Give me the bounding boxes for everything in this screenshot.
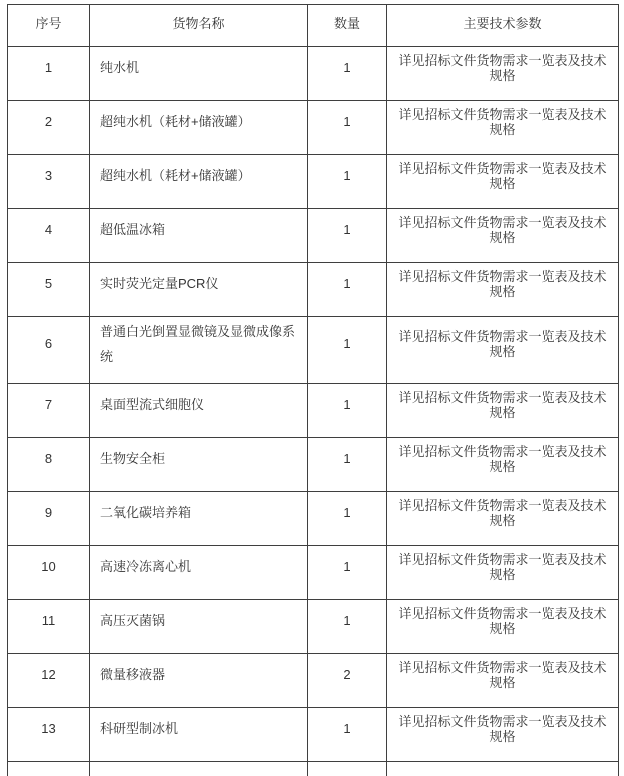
index-cell: 11: [8, 600, 90, 654]
table-header: [8, 5, 619, 47]
table-row: [8, 101, 619, 155]
index-cell: 8: [8, 438, 90, 492]
table-row: [8, 546, 619, 600]
table-header-row: [8, 5, 619, 47]
index-cell: 2: [8, 101, 90, 155]
index-cell: 3: [8, 155, 90, 209]
spec-cell: 详见招标文件货物需求一览表及技术规格: [387, 155, 619, 209]
table-row: [8, 384, 619, 438]
spec-cell: 详见招标文件货物需求一览表及技术规格: [387, 47, 619, 101]
table-row: [8, 263, 619, 317]
spec-cell: 详见招标文件货物需求一览表及技术规格: [387, 708, 619, 762]
index-cell: [8, 762, 90, 776]
index-cell: 5: [8, 263, 90, 317]
table-row: [8, 47, 619, 101]
goods-name-cell: 实时荧光定量PCR仪: [90, 263, 308, 317]
quantity-cell: 1: [308, 209, 387, 263]
spec-cell: 详见招标文件货物需求一览表及技术规格: [387, 317, 619, 384]
header-index: 序号: [8, 5, 90, 47]
quantity-cell: 1: [308, 492, 387, 546]
table-row: [8, 209, 619, 263]
quantity-cell: 1: [308, 438, 387, 492]
index-cell: 7: [8, 384, 90, 438]
table-row-partial: [8, 762, 619, 776]
quantity-cell: 1: [308, 263, 387, 317]
table-row: [8, 708, 619, 762]
spec-cell: 详见招标文件货物需求一览表及技术规格: [387, 654, 619, 708]
index-cell: 10: [8, 546, 90, 600]
goods-name-cell: 超低温冰箱: [90, 209, 308, 263]
spec-cell: 详见招标文件货物需求一览表及技术规格: [387, 209, 619, 263]
goods-name-cell: 纯水机: [90, 47, 308, 101]
table-row: [8, 654, 619, 708]
spec-cell: 详见招标文件货物需求一览表及技术规格: [387, 263, 619, 317]
quantity-cell: 1: [308, 155, 387, 209]
goods-name-cell: 普通白光倒置显微镜及显微成像系统: [90, 317, 308, 384]
quantity-cell: 1: [308, 708, 387, 762]
spec-cell: 详见招标文件货物需求一览表及技术规格: [387, 438, 619, 492]
spec-cell: 详见招标文件货物需求一览表及技术规格: [387, 384, 619, 438]
quantity-cell: 1: [308, 546, 387, 600]
spec-cell: 详见招标文件货物需求一览表及技术规格: [387, 546, 619, 600]
table-partial-body: [8, 762, 619, 776]
index-cell: 9: [8, 492, 90, 546]
index-cell: 6: [8, 317, 90, 384]
goods-name-cell: 生物安全柜: [90, 438, 308, 492]
index-cell: 1: [8, 47, 90, 101]
quantity-cell: 1: [308, 101, 387, 155]
goods-name-cell: 微量移液器: [90, 654, 308, 708]
header-quantity: 数量: [308, 5, 387, 47]
goods-name-cell: 二氧化碳培养箱: [90, 492, 308, 546]
goods-name-cell: 高速冷冻离心机: [90, 546, 308, 600]
goods-name-cell: [90, 762, 308, 776]
goods-name-cell: 桌面型流式细胞仪: [90, 384, 308, 438]
table-row: [8, 492, 619, 546]
header-spec: 主要技术参数: [387, 5, 619, 47]
goods-name-cell: 科研型制冰机: [90, 708, 308, 762]
spec-cell: 详见招标文件货物需求一览表及技术规格: [387, 600, 619, 654]
index-cell: 12: [8, 654, 90, 708]
quantity-cell: 1: [308, 47, 387, 101]
spec-cell: 详见招标文件货物需求一览表及技术规格: [387, 492, 619, 546]
spec-cell: [387, 762, 619, 776]
quantity-cell: [308, 762, 387, 776]
quantity-cell: 1: [308, 600, 387, 654]
goods-name-cell: 超纯水机（耗材+储液罐）: [90, 155, 308, 209]
spec-cell: 详见招标文件货物需求一览表及技术规格: [387, 101, 619, 155]
quantity-cell: 2: [308, 654, 387, 708]
goods-requirements-table: [7, 4, 619, 776]
table-row: [8, 600, 619, 654]
table-row: [8, 317, 619, 384]
table-body: [8, 47, 619, 762]
quantity-cell: 1: [308, 317, 387, 384]
table-row: [8, 438, 619, 492]
header-goods-name: 货物名称: [90, 5, 308, 47]
goods-name-cell: 超纯水机（耗材+储液罐）: [90, 101, 308, 155]
table-row: [8, 155, 619, 209]
goods-name-cell: 高压灭菌锅: [90, 600, 308, 654]
index-cell: 13: [8, 708, 90, 762]
quantity-cell: 1: [308, 384, 387, 438]
index-cell: 4: [8, 209, 90, 263]
